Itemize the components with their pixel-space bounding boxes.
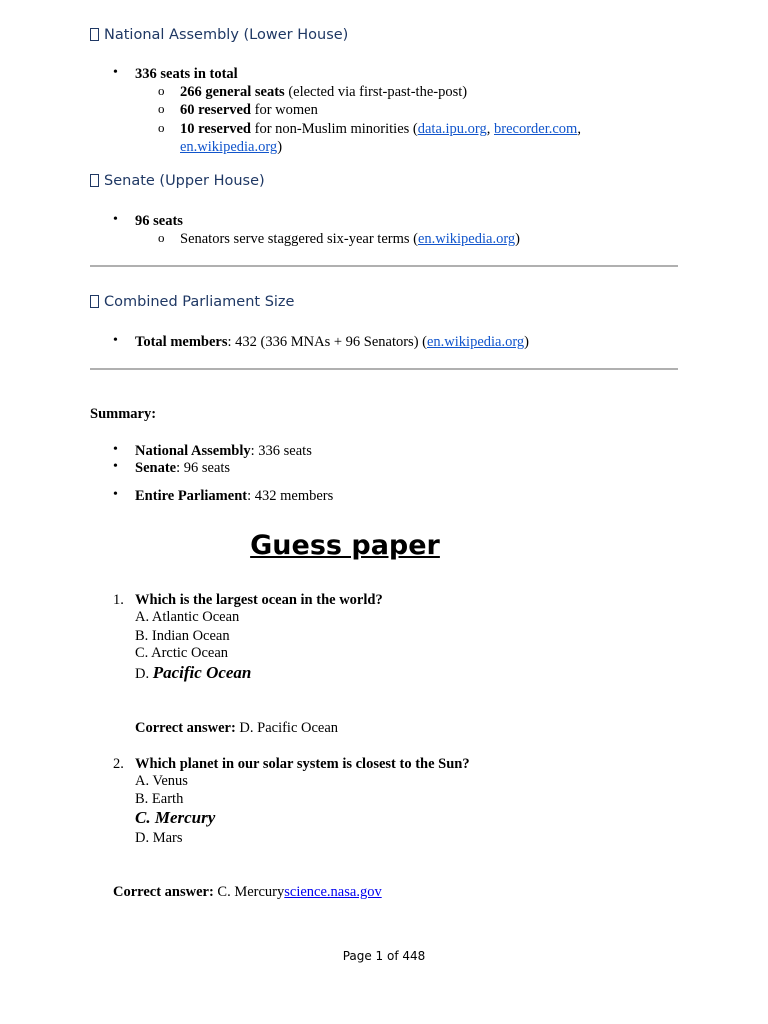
list-item: Total members: 432 (336 MNAs + 96 Senators) (en.wikipedia.org) [135, 334, 530, 350]
bullet-icon: • [113, 333, 118, 348]
summary-item: National Assembly: 336 seats [135, 443, 312, 459]
summary-label: Summary: [90, 406, 157, 422]
sub-list-item: 60 reserved for women [180, 102, 318, 118]
horizontal-rule [90, 265, 678, 267]
question-text: Which is the largest ocean in the world? [135, 592, 383, 608]
source-link[interactable]: science.nasa.gov [284, 884, 382, 900]
list-item: 96 seats [135, 213, 183, 229]
missing-glyph-icon [90, 295, 99, 308]
sub-bullet-icon: o [158, 101, 165, 116]
sub-list-item: 10 reserved for non-Muslim minorities (data.ipu.org, brecorder.com, [180, 121, 581, 137]
heading-senate: Senate (Upper House) [90, 173, 265, 189]
question-number: 1. [113, 592, 124, 608]
option-c: C. Mercury [135, 808, 216, 827]
source-link[interactable]: brecorder.com [494, 121, 578, 137]
source-link[interactable]: en.wikipedia.org [426, 334, 525, 350]
missing-glyph-icon [90, 174, 99, 187]
correct-answer: Correct answer: C. Mercuryscience.nasa.gov [113, 884, 382, 900]
correct-answer: Correct answer: D. Pacific Ocean [135, 720, 339, 736]
horizontal-rule [90, 368, 678, 370]
page-number: Page 1 of 448 [342, 949, 426, 963]
missing-glyph-icon [90, 28, 99, 41]
heading-combined: Combined Parliament Size [90, 294, 294, 310]
source-link[interactable]: en.wikipedia.org [417, 231, 516, 247]
sub-bullet-icon: o [158, 120, 165, 135]
sub-bullet-icon: o [158, 83, 165, 98]
list-item: 336 seats in total [135, 66, 238, 82]
option-c: C. Arctic Ocean [135, 645, 229, 661]
bullet-icon: • [113, 442, 118, 457]
source-link[interactable]: data.ipu.org [417, 121, 487, 137]
source-link[interactable]: en.wikipedia.org [180, 139, 278, 155]
option-d: D. Pacific Ocean [135, 663, 252, 682]
option-a: A. Venus [135, 773, 188, 789]
heading-national-assembly: National Assembly (Lower House) [90, 27, 348, 43]
page-title: Guess paper [250, 530, 440, 561]
bullet-icon: • [113, 212, 118, 227]
sub-list-item: 266 general seats (elected via first-past-the-post) [180, 84, 468, 100]
sub-bullet-icon: o [158, 230, 165, 245]
question-text: Which planet in our solar system is closest to the Sun? [135, 756, 470, 772]
option-a: A. Atlantic Ocean [135, 609, 240, 625]
option-d: D. Mars [135, 830, 183, 846]
summary-item: Entire Parliament: 432 members [135, 488, 334, 504]
option-b: B. Indian Ocean [135, 628, 230, 644]
bullet-icon: • [113, 487, 118, 502]
bullet-icon: • [113, 459, 118, 474]
summary-item: Senate: 96 seats [135, 460, 231, 476]
sub-list-item-continuation: en.wikipedia.org) [180, 139, 283, 155]
bullet-icon: • [113, 65, 118, 80]
question-number: 2. [113, 756, 124, 772]
sub-list-item: Senators serve staggered six-year terms (en.wikipedia.org) [180, 231, 520, 247]
option-b: B. Earth [135, 791, 184, 807]
